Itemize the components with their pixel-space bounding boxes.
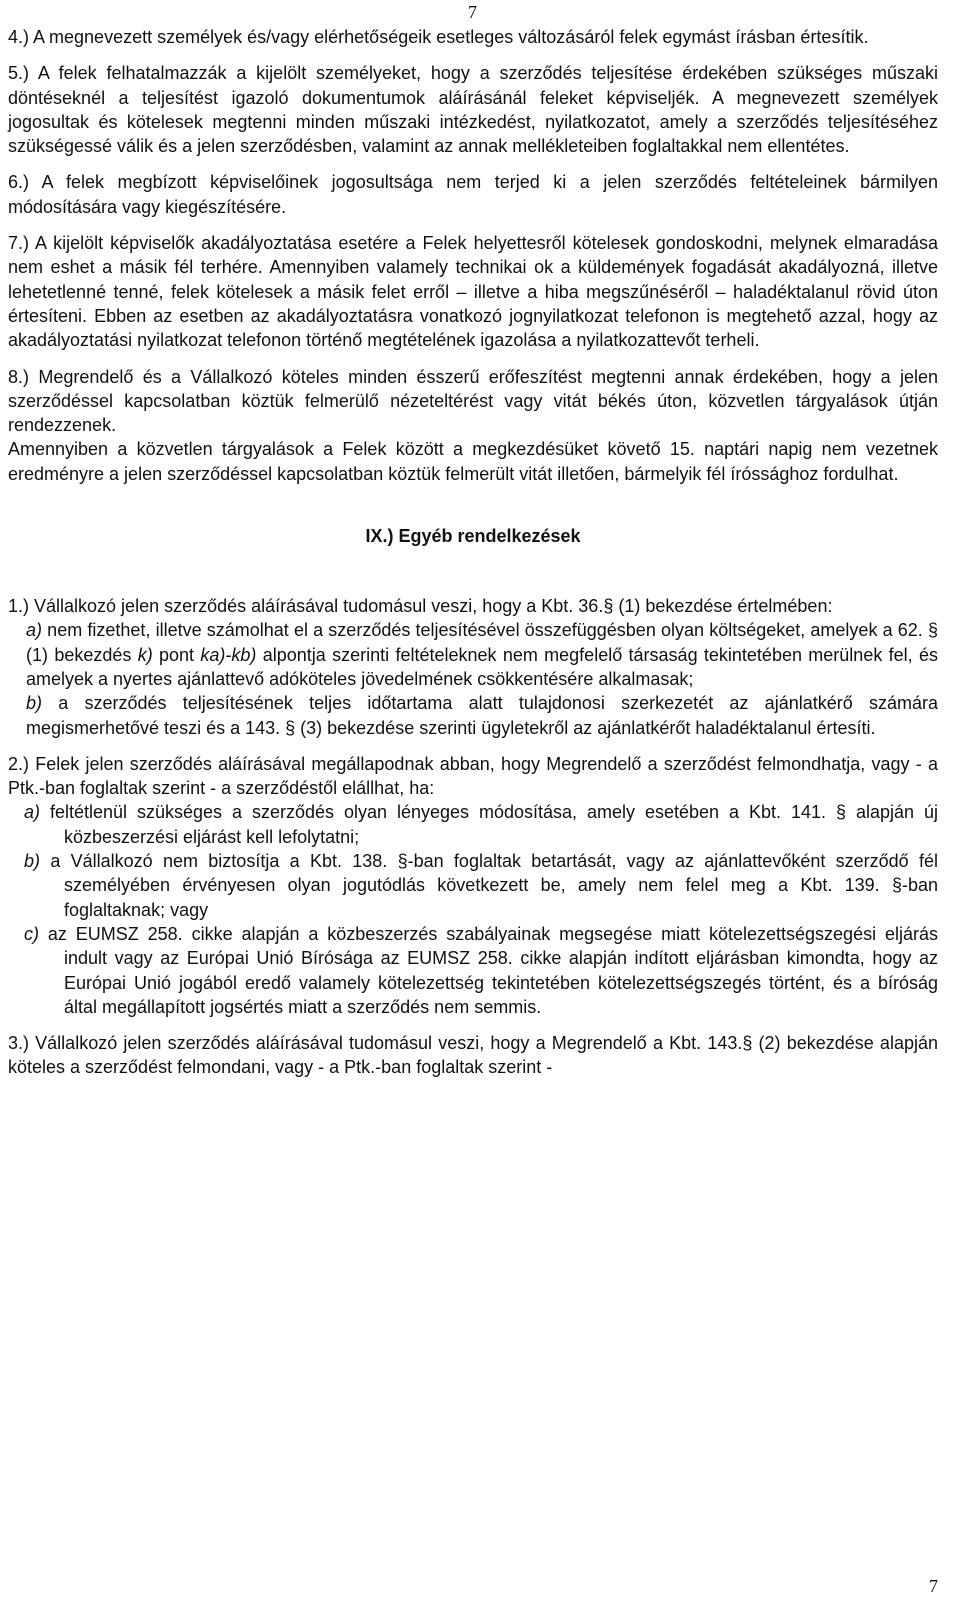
item-1-b — [8, 691, 938, 740]
paragraph-6: 6.) A felek megbízott képviselőinek jogosultsága nem terjed ki a jelen szerződés feltételeinek bármilyen módosítására vagy kiegészítésére. — [8, 172, 938, 217]
item-1-intro: 1.) Vállalkozó jelen szerződés aláírásával tudomásul veszi, hogy a Kbt. 36.§ (1) bekezdése értelmében: — [8, 596, 833, 617]
item-2-a-label: a) — [24, 802, 41, 823]
item-1-a-kakb: ka)-kb) — [200, 644, 257, 665]
paragraph-5: 5.) A felek felhatalmazzák a kijelölt személyeket, hogy a szerződés teljesítése érdekében szükséges műszaki döntéseknél a teljesítést igazoló dokumentumok aláírásánál feleket képviseljék. A megnevezett személyek jogosultak és kötelesek megtenni minden műszaki intézkedést, nyilatkozatot, amely a szerződés teljesítéséhez szükségessé válik és a jelen szerződésben, valamint az annak mellékleteiben foglaltakkal nem ellentétes. — [8, 63, 938, 157]
item-2-c-text: az EUMSZ 258. cikke alapján a közbeszerzés szabályainak megsegése miatt kötelezettségszegési eljárás indult vagy az Európai Unió Bírósága az EUMSZ 258. cikke alapján indított eljárásban kimondta, hogy az Európai Unió jogából eredő valamely kötelezettség tekintetében kötelezettségszegés történt, és a bíróság által megállapított jogsértés miatt a szerződés nem semmis. — [39, 923, 938, 1017]
paragraph-8-continued: Amennyiben a közvetlen tárgyalások a Felek között a megkezdésüket követő 15. naptári napig nem vezetnek eredményre a jelen szerződéssel kapcsolatban köztük felmerült vitát illetően, bármelyik fél íróssághoz fordulhat. — [8, 439, 938, 484]
page-number-top: 7 — [468, 2, 477, 22]
paragraph-8: 8.) Megrendelő és a Vállalkozó köteles minden ésszerű erőfeszítést megtenni annak érdekében, hogy a jelen szerződéssel kapcsolatban köztük felmerülő nézeteltérést vagy vitát békés úton, közvetlen tárgyalások útján rendezzenek. — [8, 366, 938, 436]
item-1-a — [8, 618, 938, 691]
document-body — [8, 25, 938, 1080]
section-heading: IX.) Egyéb rendelkezések — [365, 526, 581, 547]
item-1-b-label: b) — [26, 693, 43, 714]
paragraph-7: 7.) A kijelölt képviselők akadályoztatása esetére a Felek helyettesről kötelesek gondoskodni, melynek elmaradása nem eshet a másik fél terhére. Amennyiben valamely technikai ok a küldemények fogadását akadályozná, illetve lehetetlenné tenné, felek kötelesek a másik felet erről – illetve a hiba megszűnéséről – haladéktalanul rövid úton értesíteni. Ebben az esetben az akadályoztatásra vonatkozó jognyilatkozat telefonon is megtehető azzal, hogy az akadályoztatási nyilatkozat telefonon történő megtételének igazolása a nyilatkozattevőt terheli. — [8, 233, 938, 351]
item-2-b-label: b) — [24, 851, 41, 872]
item-2-a-text: feltétlenül szükséges a szerződés olyan lényeges módosítása, amely esetében a Kbt. 141. § alapján új közbeszerzési eljárást kell lefolytatni; — [40, 802, 938, 847]
item-1-a-text-2: pont — [152, 644, 201, 665]
item-1-a-text-3: alpontja szerinti feltételeknek nem megfelelő társaság tekintetében merülnek fel, és amelyek a nyertes ajánlattevő adóköteles jövedelmének csökkentésére alkalmasak; — [26, 644, 938, 689]
item-1-b-text: a szerződés teljesítésének teljes időtartama alatt tulajdonosi szerkezetét az ajánlatkérő számára megismerhetővé teszi és a 143. § (3) bekezdése szerinti ügyletekről az ajánlatkérőt haladéktalanul értesíti. — [26, 693, 938, 738]
item-2-a — [8, 800, 938, 849]
item-1-a-label: a) — [26, 620, 43, 641]
item-2-c-label: c) — [24, 923, 39, 944]
paragraph-4: 4.) A megnevezett személyek és/vagy elérhetőségeik esetleges változásáról felek egymást írásban értesítik. — [8, 27, 869, 47]
item-3: 3.) Vállalkozó jelen szerződés aláírásával tudomásul veszi, hogy a Megrendelő a Kbt. 143.§ (2) bekezdése alapján köteles a szerződést felmondani, vagy - a Ptk.-ban foglaltak szerint - — [8, 1033, 938, 1078]
item-1-a-k: k) — [137, 644, 153, 665]
page-number-bottom: 7 — [929, 1576, 938, 1596]
item-2-c — [8, 922, 938, 1019]
item-2-intro: 2.) Felek jelen szerződés aláírásával megállapodnak abban, hogy Megrendelő a szerződést felmondhatja, vagy - a Ptk.-ban foglaltak szerint - a szerződéstől elállhat, ha: — [8, 753, 938, 799]
item-2-b-text: a Vállalkozó nem biztosítja a Kbt. 138. §-ban foglaltak betartását, vagy az ajánlattevőként szerződő fél személyében érvényesen olyan jogutódlás következett be, amely nem felel meg a Kbt. 139. §-ban foglaltaknak; vagy — [40, 851, 938, 920]
item-1-a-text-1: nem fizethet, illetve számolhat el a szerződés teljesítésével összefüggésben olyan költségeket, amelyek a 62. § (1) bekezdés — [26, 620, 938, 665]
item-2-b — [8, 849, 938, 922]
